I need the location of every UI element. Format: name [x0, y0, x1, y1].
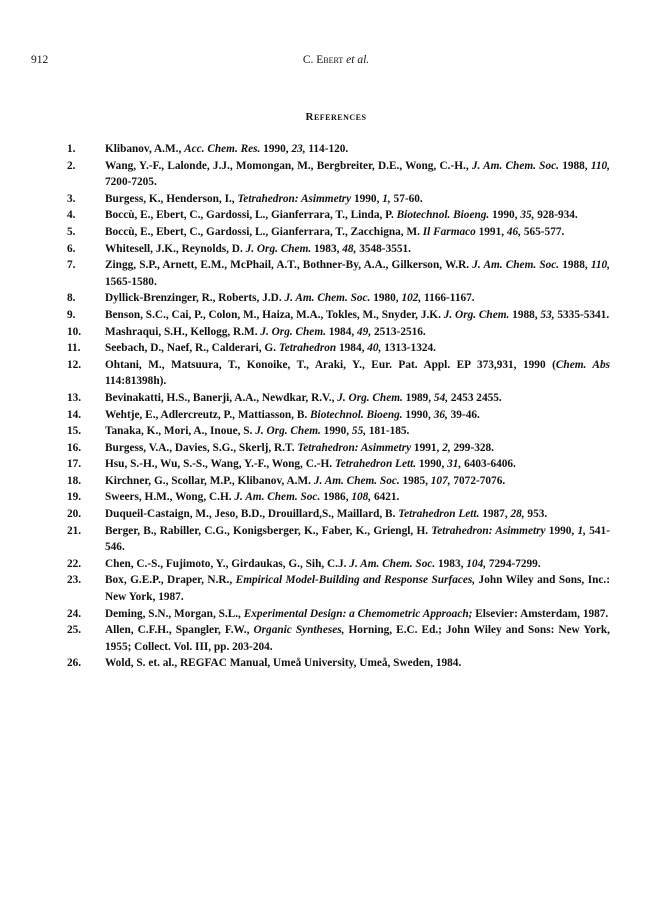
reference-italic-segment: 48, — [342, 242, 357, 255]
reference-italic-segment: 28, — [510, 508, 525, 521]
reference-item — [62, 357, 610, 390]
reference-item — [62, 440, 610, 457]
reference-italic-segment: Experimental Design: a Chemometric Approach; — [243, 607, 473, 620]
reference-number: 24. — [67, 607, 82, 620]
reference-text — [105, 489, 610, 506]
reference-italic-segment: 53, — [540, 308, 555, 321]
reference-segment: Whitesell, J.K., Reynolds, D. — [105, 242, 246, 255]
reference-segment: 1988, — [509, 308, 541, 321]
reference-segment: 953. — [524, 508, 548, 521]
reference-segment: John Wiley and Sons, Inc.: New York, 1987. — [105, 574, 610, 604]
reference-text — [105, 473, 610, 490]
reference-segment: Kirchner, G., Scollar, M.P., Klibanov, A.M. — [105, 474, 314, 487]
reference-italic-segment: Tetrahedron Lett. — [398, 508, 480, 521]
reference-segment: 1988, — [558, 159, 591, 172]
reference-number: 6. — [67, 242, 76, 255]
running-head — [0, 54, 672, 66]
reference-italic-segment: Tetrahedron: Asimmetry — [297, 441, 412, 454]
reference-segment: 1989, — [402, 391, 434, 404]
reference-text — [105, 141, 610, 158]
reference-segment: Allen, C.F.H., Spangler, F.W., — [105, 624, 254, 637]
reference-italic-segment: Biotechnol. Bioeng. — [396, 209, 490, 222]
reference-segment: 565-577. — [521, 225, 565, 238]
reference-segment: Zingg, S.P., Arnett, E.M., McPhail, A.T., Bothner-By, A.A., Gilkerson, W.R. — [105, 259, 473, 272]
reference-item — [62, 158, 610, 191]
reference-number: 20. — [67, 508, 82, 521]
reference-italic-segment: 36, — [433, 408, 448, 421]
reference-number: 11. — [67, 342, 81, 355]
reference-item — [62, 324, 610, 341]
reference-segment: 1990, — [320, 425, 352, 438]
reference-italic-segment: Biotechnol. Bioeng. — [310, 408, 403, 421]
reference-italic-segment: 31, — [447, 458, 462, 471]
reference-italic-segment: Acc. Chem. Res. — [184, 143, 261, 155]
reference-item — [62, 556, 610, 573]
reference-number: 22. — [67, 557, 82, 570]
reference-segment: Tanaka, K., Mori, A., Inoue, S. — [105, 425, 256, 438]
reference-segment: 1980, — [370, 292, 402, 305]
reference-segment: 7200-7205. — [105, 176, 157, 189]
reference-segment: 541-546. — [105, 524, 610, 554]
reference-number: 21. — [67, 524, 82, 537]
reference-item — [62, 572, 610, 605]
reference-segment: 114:81398h). — [105, 375, 167, 388]
reference-italic-segment: 110, — [590, 159, 610, 172]
running-head-author: C. Ebert — [302, 54, 344, 66]
reference-italic-segment: J. Am. Chem. Soc. — [471, 159, 559, 172]
reference-segment: 1984, — [325, 325, 358, 338]
reference-item — [62, 622, 610, 655]
reference-segment: 7072-7076. — [450, 474, 506, 487]
reference-italic-segment: 1, — [577, 524, 586, 537]
reference-item — [62, 290, 610, 307]
reference-item — [62, 257, 610, 290]
reference-segment: 1990, — [416, 458, 448, 471]
reference-segment: Duqueil-Castaign, M., Jeso, B.D., Drouillard,S., Maillard, B. — [105, 508, 399, 521]
reference-number: 13. — [67, 391, 82, 404]
reference-item — [62, 224, 610, 241]
reference-number: 1. — [67, 143, 76, 155]
reference-item — [62, 241, 610, 258]
reference-italic-segment: 110, — [590, 259, 610, 272]
reference-text — [105, 207, 610, 224]
reference-segment: 1990, — [260, 143, 292, 155]
reference-text — [105, 655, 610, 672]
reference-segment: Klibanov, A.M., — [105, 143, 185, 155]
reference-italic-segment: Tetrahedron — [278, 342, 337, 355]
reference-segment: Dyllick-Brenzinger, R., Roberts, J.D. — [105, 292, 285, 305]
reference-segment: 1986, — [320, 491, 352, 504]
reference-number: 3. — [67, 192, 76, 205]
reference-italic-segment: J. Am. Chem. Soc. — [349, 557, 436, 570]
reference-segment: Elsevier: Amsterdam, 1987. — [472, 607, 609, 620]
reference-text — [105, 622, 610, 655]
reference-number: 25. — [67, 624, 82, 637]
reference-text — [105, 257, 610, 290]
reference-segment: 1983, — [311, 242, 343, 255]
reference-segment: 7294-7299. — [486, 557, 541, 570]
reference-italic-segment: J. Org. Chem. — [337, 391, 403, 404]
reference-italic-segment: Organic Syntheses, — [253, 624, 345, 637]
reference-text — [105, 290, 610, 307]
reference-italic-segment: J. Org. Chem. — [255, 425, 321, 438]
reference-segment: 299-328. — [450, 441, 494, 454]
reference-item — [62, 423, 610, 440]
reference-italic-segment: J. Am. Chem. Soc. — [472, 259, 560, 272]
reference-text — [105, 390, 610, 407]
reference-number: 16. — [67, 441, 82, 454]
reference-text — [105, 572, 610, 605]
reference-segment: 1990, — [402, 408, 434, 421]
reference-number: 26. — [67, 657, 82, 670]
reference-item — [62, 655, 610, 672]
reference-number: 18. — [67, 474, 82, 487]
reference-italic-segment: Tetrahedron: Asimmetry — [431, 524, 546, 537]
reference-segment: 57-60. — [390, 192, 423, 205]
reference-italic-segment: 104, — [466, 557, 487, 570]
reference-segment: 1985, — [399, 474, 431, 487]
reference-text — [105, 606, 610, 623]
reference-italic-segment: Tetrahedron Lett. — [334, 458, 417, 471]
reference-segment: Benson, S.C., Cai, P., Colon, M., Haiza, M.A., Tokles, M., Snyder, J.K. — [105, 308, 444, 321]
reference-segment: 1990, — [489, 209, 521, 222]
reference-number: 9. — [67, 308, 76, 321]
reference-segment: Seebach, D., Naef, R., Calderari, G. — [105, 342, 279, 355]
reference-text — [105, 224, 610, 241]
reference-segment: 1991, — [411, 441, 443, 454]
reference-italic-segment: 2, — [442, 441, 451, 454]
reference-segment: Deming, S.N., Morgan, S.L., — [105, 607, 244, 620]
reference-item — [62, 523, 610, 556]
reference-italic-segment: J. Org. Chem. — [443, 308, 510, 321]
reference-number: 12. — [67, 358, 82, 371]
reference-segment: 5335-5341. — [554, 308, 610, 321]
reference-segment: 181-185. — [366, 425, 410, 438]
reference-segment: Sweers, H.M., Wong, C.H. — [105, 491, 235, 504]
reference-number: 5. — [67, 225, 76, 238]
reference-number: 10. — [67, 325, 82, 338]
reference-text — [105, 407, 610, 424]
reference-text — [105, 241, 610, 258]
reference-number: 23. — [67, 574, 82, 587]
reference-segment: 6421. — [371, 491, 400, 504]
reference-italic-segment: 102, — [401, 292, 422, 305]
reference-text — [105, 523, 610, 556]
reference-segment: 1166-1167. — [421, 292, 475, 305]
reference-segment: Hsu, S.-H., Wu, S.-S., Wang, Y.-F., Wong, C.-H. — [105, 458, 335, 471]
reference-italic-segment: 35, — [520, 209, 535, 222]
reference-segment: 1990, — [545, 524, 578, 537]
reference-segment: 1987, — [479, 508, 511, 521]
reference-segment: 2453 2455. — [448, 391, 502, 404]
reference-segment: 6403-6406. — [461, 458, 516, 471]
reference-italic-segment: J. Am. Chem. Soc. — [284, 292, 371, 305]
reference-segment: 2513-2516. — [371, 325, 426, 338]
reference-number: 17. — [67, 458, 82, 471]
page-number: 912 — [31, 54, 49, 66]
reference-item — [62, 456, 610, 473]
reference-number: 2. — [67, 159, 76, 172]
reference-italic-segment: 55, — [351, 425, 367, 438]
reference-segment: Box, G.E.P., Draper, N.R., — [105, 574, 236, 587]
reference-italic-segment: Empirical Model-Building and Response Surfaces, — [235, 574, 476, 587]
reference-text — [105, 357, 610, 390]
reference-segment: Wang, Y.-F., Lalonde, J.J., Momongan, M., Bergbreiter, D.E., Wong, C.-H., — [105, 159, 472, 172]
reference-segment: Ohtani, M., Matsuura, T., Konoike, T., Araki, Y., Eur. Pat. Appl. EP 373,931, 1990 ( — [105, 358, 556, 371]
reference-segment: Horning, E.C. Ed.; John Wiley and Sons: New York, 1955; Collect. Vol. III, pp. 203-204. — [105, 624, 611, 653]
reference-italic-segment: J. Org. Chem. — [245, 242, 312, 255]
reference-segment: Boccù, E., Ebert, C., Gardossi, L., Gianferrara, T., Zacchigna, M. — [105, 225, 423, 238]
reference-segment: Mashraqui, S.H., Kellogg, R.M. — [105, 325, 261, 338]
reference-text — [105, 324, 610, 341]
reference-item — [62, 340, 610, 357]
reference-item — [62, 506, 610, 523]
reference-segment: 1990, — [351, 192, 383, 205]
reference-segment: 3548-3551. — [356, 242, 411, 255]
reference-text — [105, 440, 610, 457]
reference-item — [62, 606, 610, 623]
reference-number: 15. — [67, 425, 82, 438]
reference-segment: Berger, B., Rabiller, C.G., Konigsberger, K., Faber, K., Griengl, H. — [105, 524, 432, 537]
reference-segment: 928-934. — [534, 209, 578, 222]
reference-segment: 1313-1324. — [381, 342, 436, 355]
reference-segment: 39-46. — [447, 408, 480, 421]
reference-segment: Chen, C.-S., Fujimoto, Y., Girdaukas, G., Sih, C.J. — [105, 557, 350, 570]
reference-segment: Wehtje, E., Adlercreutz, P., Mattiasson, B. — [105, 408, 311, 421]
reference-number: 7. — [67, 259, 76, 272]
reference-item — [62, 307, 610, 324]
reference-segment: Burgess, K., Henderson, I., — [105, 192, 238, 205]
reference-item — [62, 473, 610, 490]
reference-item — [62, 390, 610, 407]
reference-number: 8. — [67, 292, 76, 305]
reference-italic-segment: 107, — [430, 474, 451, 487]
reference-segment: 1565-1580. — [105, 275, 157, 288]
reference-text — [105, 340, 610, 357]
reference-text — [105, 456, 610, 473]
reference-segment: Bevinakatti, H.S., Banerji, A.A., Newdkar, R.V., — [105, 391, 338, 404]
reference-italic-segment: 46, — [506, 225, 522, 238]
reference-italic-segment: Chem. Abs — [555, 358, 610, 371]
reference-list — [62, 141, 610, 672]
reference-text — [105, 506, 610, 523]
reference-segment: 1988, — [559, 259, 591, 272]
reference-italic-segment: 49, — [357, 325, 372, 338]
reference-italic-segment: 23, — [291, 143, 306, 155]
reference-text — [105, 158, 610, 191]
reference-italic-segment: 54, — [433, 391, 449, 404]
reference-segment: 1991, — [475, 225, 507, 238]
reference-text — [105, 307, 610, 324]
reference-text — [105, 191, 610, 208]
reference-item — [62, 407, 610, 424]
reference-italic-segment: 1, — [382, 192, 391, 205]
reference-number: 19. — [67, 491, 82, 504]
reference-number: 4. — [67, 209, 76, 222]
reference-italic-segment: J. Org. Chem. — [260, 325, 326, 338]
references-heading: References — [305, 111, 367, 123]
reference-item — [62, 191, 610, 208]
reference-italic-segment: Tetrahedron: Asimmetry — [237, 192, 352, 205]
reference-text — [105, 556, 610, 573]
reference-italic-segment: 40, — [367, 342, 382, 355]
reference-italic-segment: J. Am. Chem. Soc. — [313, 474, 400, 487]
reference-segment: Burgess, V.A., Davies, S.G., Skerlj, R.T. — [105, 441, 298, 454]
reference-italic-segment: Il Farmaco — [422, 225, 476, 238]
reference-segment: 1983, — [435, 557, 467, 570]
reference-item — [62, 489, 610, 506]
running-head-etal: et al. — [346, 54, 370, 66]
reference-text — [105, 423, 610, 440]
reference-segment: Wold, S. et. al., REGFAC Manual, Umeå University, Umeå, Sweden, 1984. — [105, 657, 462, 670]
reference-segment: 1984, — [336, 342, 368, 355]
reference-segment: 114-120. — [305, 143, 349, 155]
reference-segment: Boccù, E., Ebert, C., Gardossi, L., Gianferrara, T., Linda, P. — [105, 209, 397, 222]
reference-item — [62, 207, 610, 224]
reference-item — [62, 141, 610, 158]
reference-italic-segment: 108, — [351, 491, 372, 504]
reference-italic-segment: J. Am. Chem. Soc. — [234, 491, 321, 504]
reference-number: 14. — [67, 408, 82, 421]
